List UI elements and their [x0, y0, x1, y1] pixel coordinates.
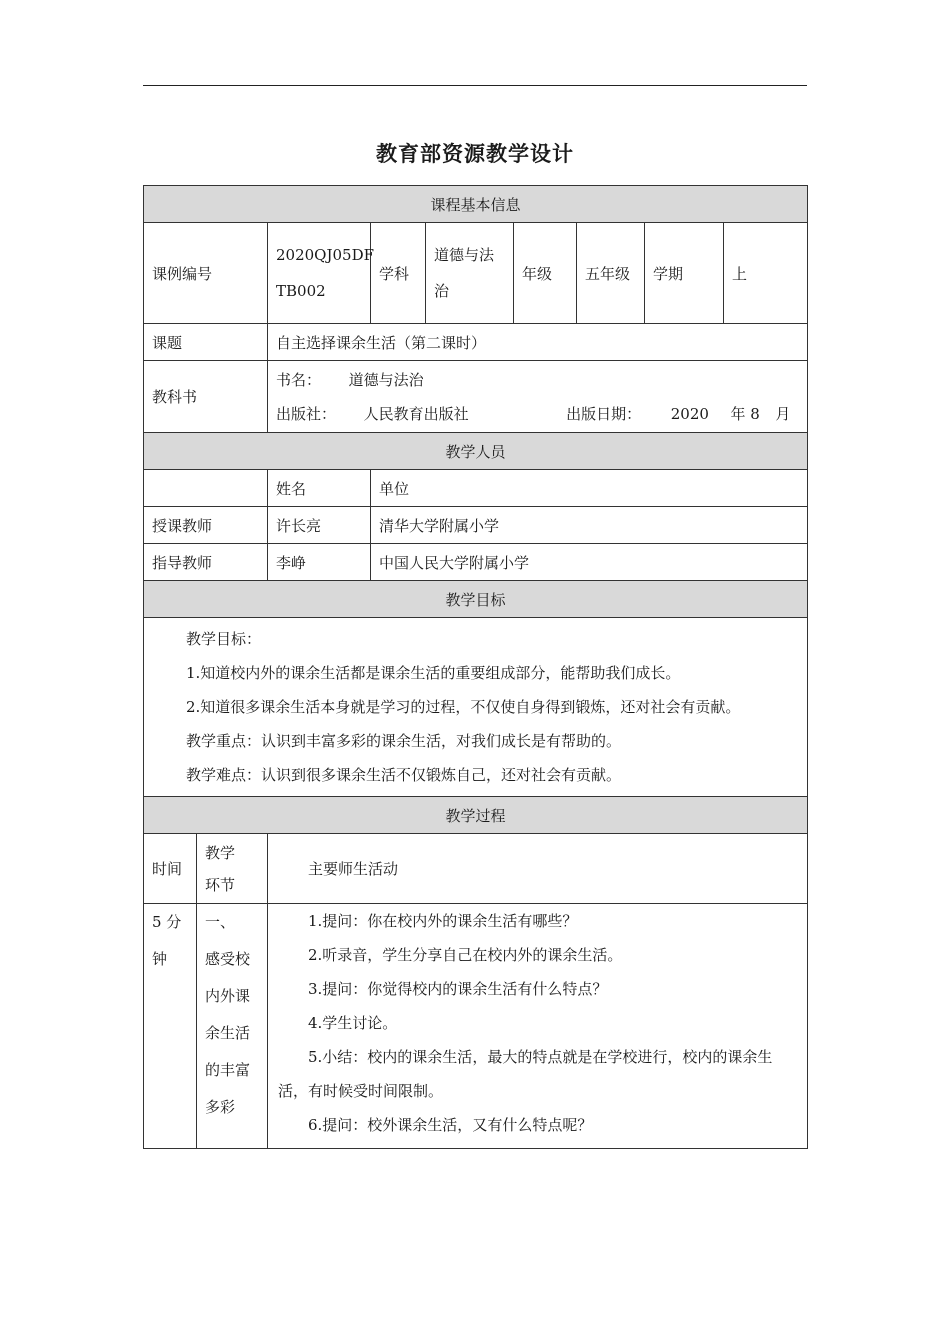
activity-line: 6.提问：校外课余生活，又有什么特点呢？: [308, 1116, 593, 1134]
book-name-value: 道德与法治: [348, 370, 424, 389]
subject-line-2: 治: [434, 282, 450, 300]
staff-unit: 中国人民大学附属小学: [371, 544, 808, 581]
staff-unit: 清华大学附属小学: [371, 507, 808, 544]
pub-year-unit: 年: [730, 404, 746, 423]
lesson-plan-table: [143, 185, 807, 1149]
stage-line: 感受校: [205, 950, 251, 968]
topic-label: 课题: [144, 324, 268, 361]
time-line-2: 钟: [152, 950, 168, 968]
process-stage: [197, 904, 268, 1149]
topic-value: 自主选择课余生活（第二课时）: [268, 324, 808, 361]
stage-header-line-2: 环节: [205, 875, 236, 894]
activity-line: 3.提问：你觉得校内的课余生活有什么特点？: [308, 980, 608, 998]
textbook-label: 教科书: [144, 361, 268, 433]
activity-line: 2.听录音，学生分享自己在校内外的课余生活。: [308, 946, 623, 964]
publisher-value: 人民教育出版社: [363, 404, 469, 423]
stage-line: 余生活: [205, 1024, 251, 1042]
publisher-label: 出版社：: [276, 404, 337, 423]
time-line-1: 5 分: [152, 913, 182, 931]
subject-label: 学科: [371, 223, 426, 324]
term-label: 学期: [645, 223, 724, 324]
section-staff: 教学人员: [144, 433, 808, 470]
process-header-stage: [197, 834, 268, 904]
subject-value: [426, 223, 514, 324]
textbook-info: [268, 361, 808, 433]
objective-line: 教学难点：认识到很多课余生活不仅锻炼自己，还对社会有贡献。: [186, 766, 622, 784]
stage-line: 多彩: [205, 1098, 236, 1116]
staff-header-name: 姓名: [268, 470, 371, 507]
objective-line: 2.知道很多课余生活本身就是学习的过程，不仅使自身得到锻炼，还对社会有贡献。: [186, 698, 741, 716]
staff-role: 授课教师: [144, 507, 268, 544]
staff-row: [144, 507, 808, 544]
stage-line: 一、: [205, 913, 236, 931]
process-header-activity: [268, 834, 808, 904]
stage-line: 的丰富: [205, 1061, 251, 1079]
objective-line: 教学重点：认识到丰富多彩的课余生活，对我们成长是有帮助的。: [186, 732, 622, 750]
code-line-2: TB002: [276, 282, 326, 300]
code-line-1: 2020QJ05DF: [276, 246, 375, 264]
staff-row: [144, 544, 808, 581]
section-basic-info: 课程基本信息: [144, 186, 808, 223]
process-time: [144, 904, 197, 1149]
pub-month-unit: 月: [775, 404, 791, 423]
page-title: 教育部资源教学设计: [376, 141, 574, 166]
stage-line: 内外课: [205, 987, 251, 1005]
subject-line-1: 道德与法: [434, 246, 495, 264]
activity-header-label: 主要师生活动: [308, 860, 399, 878]
section-process: 教学过程: [144, 797, 808, 834]
grade-value: 五年级: [577, 223, 645, 324]
pub-month: 8: [750, 404, 760, 423]
code-label: 课例编号: [144, 223, 268, 324]
pub-year: 2020: [670, 404, 709, 423]
staff-name: 许长亮: [268, 507, 371, 544]
pub-date-label: 出版日期：: [566, 404, 642, 423]
process-row: [144, 904, 808, 1149]
process-activities: [268, 904, 808, 1149]
code-value: [268, 223, 375, 324]
objective-line: 1.知道校内外的课余生活都是课余生活的重要组成部分，能帮助我们成长。: [186, 664, 681, 682]
activity-line: 5.小结：校内的课余生活，最大的特点就是在学校进行，校内的课余生活，有时候受时间限制。: [278, 1048, 773, 1100]
staff-header-blank: [144, 470, 268, 507]
objectives-content: [144, 618, 808, 797]
activity-line: 4.学生讨论。: [308, 1014, 398, 1032]
objective-line: 教学目标：: [186, 630, 262, 648]
book-name-label: 书名：: [276, 370, 322, 389]
process-header-time: 时间: [144, 834, 197, 904]
activity-line: 1.提问：你在校内外的课余生活有哪些？: [308, 912, 578, 930]
grade-label: 年级: [514, 223, 577, 324]
header-rule: [143, 85, 807, 86]
staff-header-unit: 单位: [371, 470, 808, 507]
staff-name: 李峥: [268, 544, 371, 581]
stage-header-line-1: 教学: [205, 843, 236, 862]
term-value: 上: [724, 223, 808, 324]
section-objectives: 教学目标: [144, 581, 808, 618]
staff-role: 指导教师: [144, 544, 268, 581]
